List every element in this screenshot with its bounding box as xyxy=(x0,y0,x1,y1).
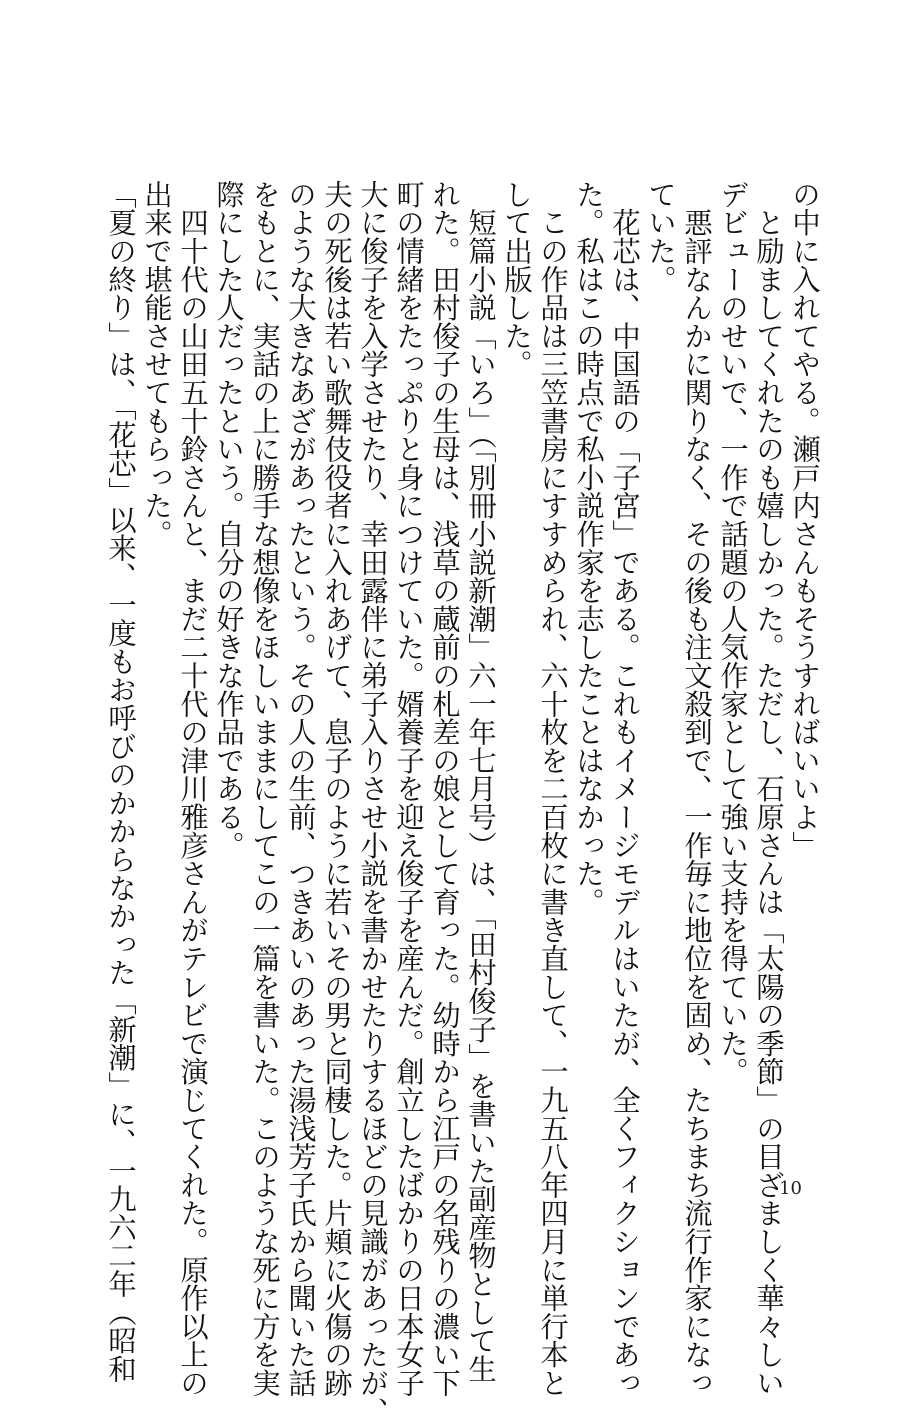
text-line: この作品は三笠書房にすすめられ、六十枚を二百枚に書き直して、一九五八年四月に単行本と xyxy=(536,180,569,1397)
text-line: 短篇小説「いろ」（「別冊小説新潮」六一年七月号）は、「田村俊子」を書いた副産物として生 xyxy=(464,180,497,1383)
text-line: の中に入れてやる。瀬戸内さんもそうすればいいよ」 xyxy=(788,180,821,860)
page-number: 10 xyxy=(779,1178,802,1199)
text-line: と励ましてくれたのも嬉しかった。ただし、石原さんは「太陽の季節」の目ざましく華々しい xyxy=(752,180,785,1397)
text-line: 町の情緒をたっぷりと身につけていた。婿養子を迎え俊子を産んだ。創立したばかりの日本女子 xyxy=(392,180,425,1397)
text-line: れた。田村俊子の生母は、浅草の蔵前の札差の娘として育った。幼時から江戸の名残りの濃い下 xyxy=(428,180,461,1397)
text-line: 「夏の終り」は、「花芯」以来、一度もお呼びのかからなかった「新潮」に、一九六二年（昭和 xyxy=(104,180,137,1383)
text-line: のような大きなあざがあったという。その人の生前、つきあいのあった湯浅芳子氏から聞いた話 xyxy=(284,180,317,1397)
text-line: して出版した。 xyxy=(500,180,533,379)
text-line: 大に俊子を入学させたり、幸田露伴に弟子入りさせ小説を書かせたりするほどの見識があったが、 xyxy=(356,180,389,1425)
text-line: 夫の死後は若い歌舞伎役者に入れあげて、息子のように若いその男と同棲した。片頬に火傷の跡 xyxy=(320,180,353,1397)
text-line: ていた。 xyxy=(644,180,677,294)
text-line: 花芯は、中国語の「子宮」である。これもイメージモデルはいたが、全くフィクションであっ xyxy=(608,180,641,1397)
text-line: 際にした人だったという。自分の好きな作品である。 xyxy=(212,180,245,860)
text-line: デビューのせいで、一作で話題の人気作家として強い支持を得ていた。 xyxy=(716,180,749,1086)
text-line: をもとに、実話の上に勝手な想像をほしいままにしてこの一篇を書いた。このような死に方を実 xyxy=(248,180,281,1397)
text-line: た。私はこの時点で私小説作家を志したことはなかった。 xyxy=(572,180,605,916)
text-line: 四十代の山田五十鈴さんと、まだ二十代の津川雅彦さんがテレビで演じてくれた。原作以上の xyxy=(176,180,209,1397)
text-line: 悪評なんかに関りなく、その後も注文殺到で、一作毎に地位を固め、たちまち流行作家になっ xyxy=(680,180,713,1397)
text-line: 出来で堪能させてもらった。 xyxy=(140,180,173,548)
